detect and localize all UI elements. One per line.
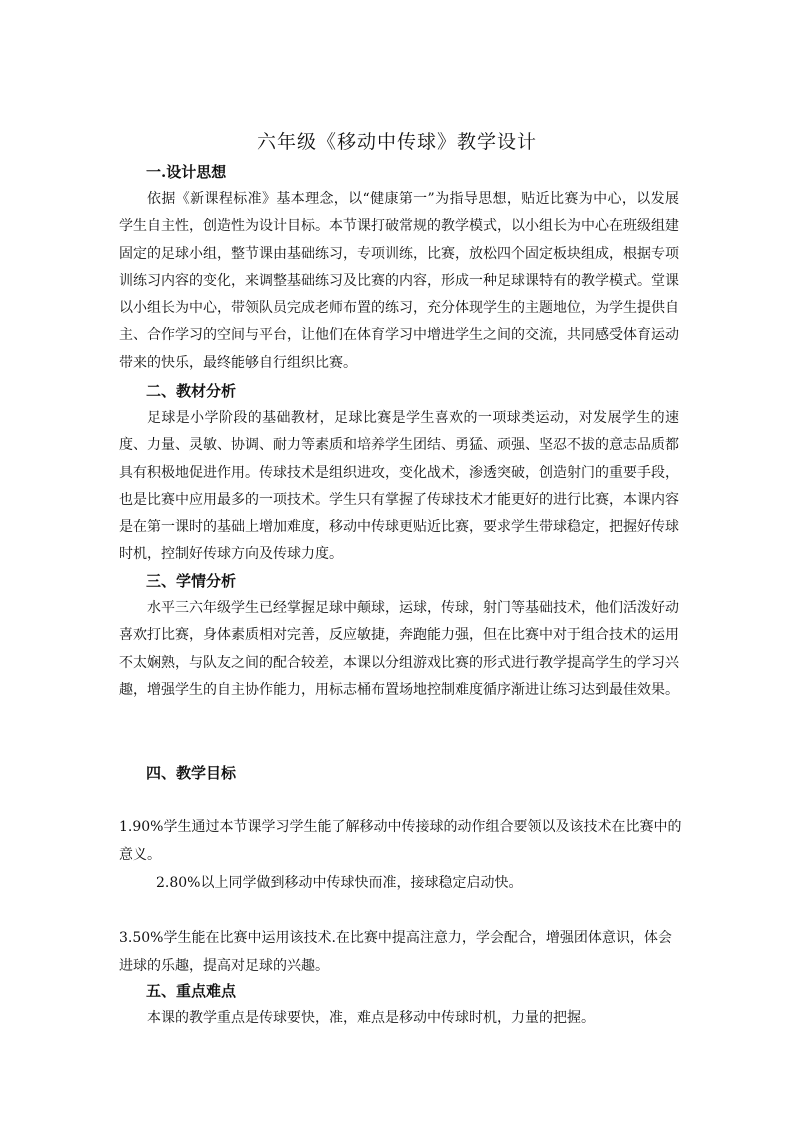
- objective-item-2: 2.80%以上同学做到移动中传球快而准，接球稳定启动快。: [156, 875, 523, 891]
- section-heading-design-idea: 一.设计思想: [146, 163, 227, 181]
- section-heading-student-analysis: 三、学情分析: [146, 572, 237, 590]
- section-paragraph-material-analysis: 足球是小学阶段的基础教材，足球比赛是学生喜欢的一项球类运动，对发展学生的速度、力量、灵敏、协调、耐力等素质和培养学生团结、勇猛、顽强、坚忍不拔的意志品质都具有积极地促进作用。传球技术是组织进攻，变化战术，渗透突破，创造射门的重要手段，也是比赛中应用最多的一项技术。学生只有掌握了传球技术才能更好的进行比赛，本课内容是在第一课时的基础上增加难度，移动中传球更贴近比赛，要求学生带球稳定，把握好传球时机，控制好传球方向及传球力度。: [119, 410, 679, 563]
- section-heading-material-analysis: 二、教材分析: [146, 382, 237, 400]
- section-heading-key-difficulties: 五、重点难点: [146, 982, 237, 1000]
- document-title: 六年级《移动中传球》教学设计: [256, 131, 537, 153]
- section-paragraph-key-difficulties: 本课的教学重点是传球要快，准，难点是移动中传球时机，力量的把握。: [147, 1010, 595, 1026]
- section-heading-teaching-objectives: 四、教学目标: [146, 764, 237, 782]
- section-paragraph-design-idea: 依据《新课程标准》基本理念，以“健康第一”为指导思想，贴近比赛为中心，以发展学生自主性，创造性为设计目标。本节课打破常规的教学模式，以小组长为中心在班级组建固定的足球小组，整节课由基础练习，专项训练，比赛，放松四个固定板块组成，根据专项训练习内容的变化，来调整基础练习及比赛的内容，形成一种足球课特有的教学模式。堂课以小组长为中心，带领队员完成老师布置的练习，充分体现学生的主题地位，为学生提供自主、合作学习的空间与平台，让他们在体育学习中增进学生之间的交流，共同感受体育运动带来的快乐，最终能够自行组织比赛。: [119, 191, 679, 371]
- section-paragraph-student-analysis: 水平三六年级学生已经掌握足球中颠球，运球，传球，射门等基础技术，他们活泼好动喜欢打比赛，身体素质相对完善，反应敏捷，奔跑能力强，但在比赛中对于组合技术的运用不太娴熟，与队友之间的配合较差，本课以分组游戏比赛的形式进行教学提高学生的学习兴趣，增强学生的自主协作能力，用标志桶布置场地控制难度循序渐进让练习达到最佳效果。: [119, 600, 679, 698]
- objective-item-1: 1.90%学生通过本节课学习学生能了解移动中传接球的动作组合要领以及该技术在比赛中的意义。: [119, 819, 682, 863]
- objective-item-3: 3.50%学生能在比赛中运用该技术.在比赛中提高注意力，学会配合，增强团体意识，体会进球的乐趣，提高对足球的兴趣。: [119, 930, 672, 974]
